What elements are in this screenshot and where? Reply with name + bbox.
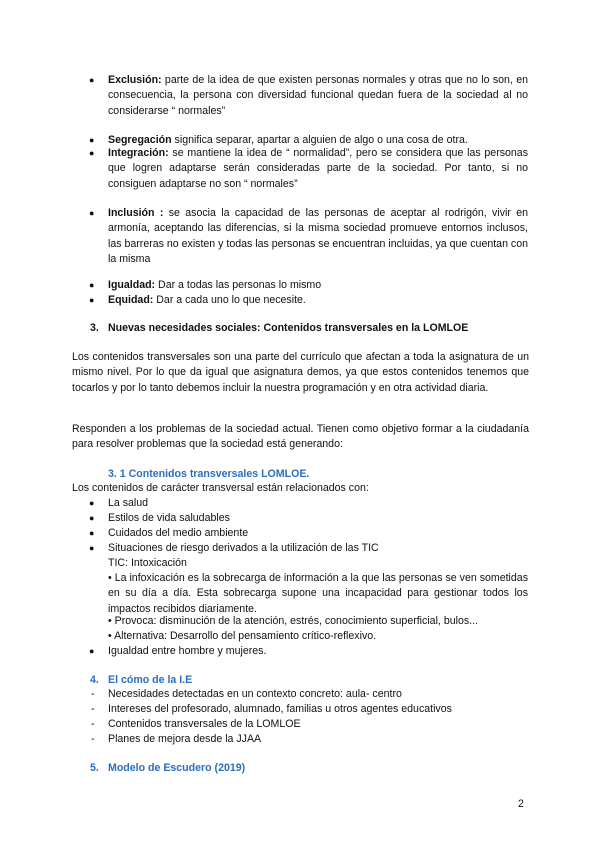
list-item: ● Situaciones de riesgo derivados a la utilización de las TIC	[108, 541, 379, 556]
definition-term: Segregación	[108, 134, 172, 146]
bullet-icon: ●	[89, 208, 95, 218]
bullet-icon: ●	[89, 528, 95, 538]
tic-description: • La infoxicación es la sobrecarga de información a la que las personas se ven sometidas en su día a día. Esta sobrecarga supone una incapacidad para gestionar todos los impactos recibidos diariamente.	[108, 572, 528, 615]
list-item: ● Estilos de vida saludables	[108, 511, 230, 526]
bullet-icon: ●	[89, 75, 95, 85]
definition-term: Exclusión:	[108, 74, 162, 86]
definition-text: significa separar, apartar a alguien de algo o una cosa de otra.	[171, 134, 468, 146]
definition-equidad	[89, 293, 528, 308]
list-item: ● Cuidados del medio ambiente	[108, 526, 248, 541]
section-3-paragraph-2: Responden a los problemas de la sociedad actual. Tienen como objetivo formar a la ciudadanía para resolver problemas que la sociedad está generando:	[72, 423, 529, 451]
list-item: - Contenidos transversales de la LOMLOE	[108, 717, 301, 732]
dash-icon: -	[91, 703, 95, 715]
definition-integracion	[89, 146, 528, 192]
page-number: 2	[518, 798, 524, 810]
definition-term: Inclusión :	[108, 207, 164, 219]
tic-label: TIC: Intoxicación	[108, 557, 187, 569]
section-4-title: El cómo de la I.E	[108, 674, 193, 686]
definition-text: Dar a cada uno lo que necesite.	[153, 294, 306, 306]
list-item: - Planes de mejora desde la JJAA	[108, 732, 261, 747]
bullet-icon: ●	[89, 543, 95, 553]
bullet-icon: ●	[89, 280, 95, 290]
bullet-icon: ●	[89, 498, 95, 508]
bullet-icon: ●	[89, 135, 95, 145]
dash-icon: -	[91, 718, 95, 730]
tic-provoca: • Provoca: disminución de la atención, estrés, conocimiento superficial, bulos...	[108, 615, 478, 627]
definition-text: parte de la idea de que existen personas normales y otras que no lo son, en consecuencia, la persona con diversidad funcional quedan fuera de la sociedad al no considerarse “ normales”	[108, 74, 528, 117]
definition-text: Dar a todas las personas lo mismo	[155, 279, 322, 291]
bullet-icon: ●	[89, 295, 95, 305]
definition-exclusion	[89, 73, 528, 119]
section-3-1-title: 3. 1 Contenidos transversales LOMLOE.	[108, 468, 310, 480]
definition-text: se mantiene la idea de “ normalidad”, pero se considera que las personas que logren adaptarse serán consideradas parte de la sociedad. Por tanto, si no consiguen adaptarse no son “ normales”	[108, 147, 528, 190]
bullet-icon: ●	[89, 646, 95, 656]
bullet-icon: ●	[89, 513, 95, 523]
definition-text: se asocia la capacidad de las personas de aceptar al rodrigón, vivir en armonía, aceptando las diferencias, si la misma sociedad promueve entornos inclusos, las barreras no existen y todas las personas se encuentran incluidas, ya que cuentan con la misma	[108, 207, 529, 265]
section-3-1-intro: Los contenidos de carácter transversal están relacionados con:	[72, 482, 369, 494]
dash-icon: -	[91, 733, 95, 745]
tic-alternativa: • Alternativa: Desarrollo del pensamiento crítico-reflexivo.	[108, 630, 377, 642]
definition-igualdad	[89, 278, 528, 293]
section-5-title: Modelo de Escudero (2019)	[108, 762, 246, 774]
bullet-icon: ●	[89, 148, 95, 158]
section-3-title: Nuevas necesidades sociales: Contenidos transversales en la LOMLOE	[108, 322, 469, 334]
definition-term: Equidad:	[108, 294, 154, 306]
dash-icon: -	[91, 688, 95, 700]
definition-term: Integración:	[108, 147, 169, 159]
list-item: ● La salud	[108, 496, 148, 511]
section-5-number: 5.	[90, 762, 99, 774]
definition-inclusion	[89, 206, 529, 267]
list-item: - Necesidades detectadas en un contexto concreto: aula- centro	[108, 687, 402, 702]
list-item: - Intereses del profesorado, alumnado, familias u otros agentes educativos	[108, 702, 452, 717]
section-4-number: 4.	[90, 674, 99, 686]
list-item: ● Igualdad entre hombre y mujeres.	[108, 644, 266, 659]
definition-term: Igualdad:	[108, 279, 156, 291]
section-3-number: 3.	[90, 322, 99, 334]
section-3-paragraph-1: Los contenidos transversales son una parte del currículo que afectan a toda la asignatura de un mismo nivel. Por lo que da igual que asignatura demos, ya que estos contenidos tenemos que tocarlos y por lo tanto debemos incluir la nuestra programación y en otra actividad diaria.	[72, 351, 529, 394]
